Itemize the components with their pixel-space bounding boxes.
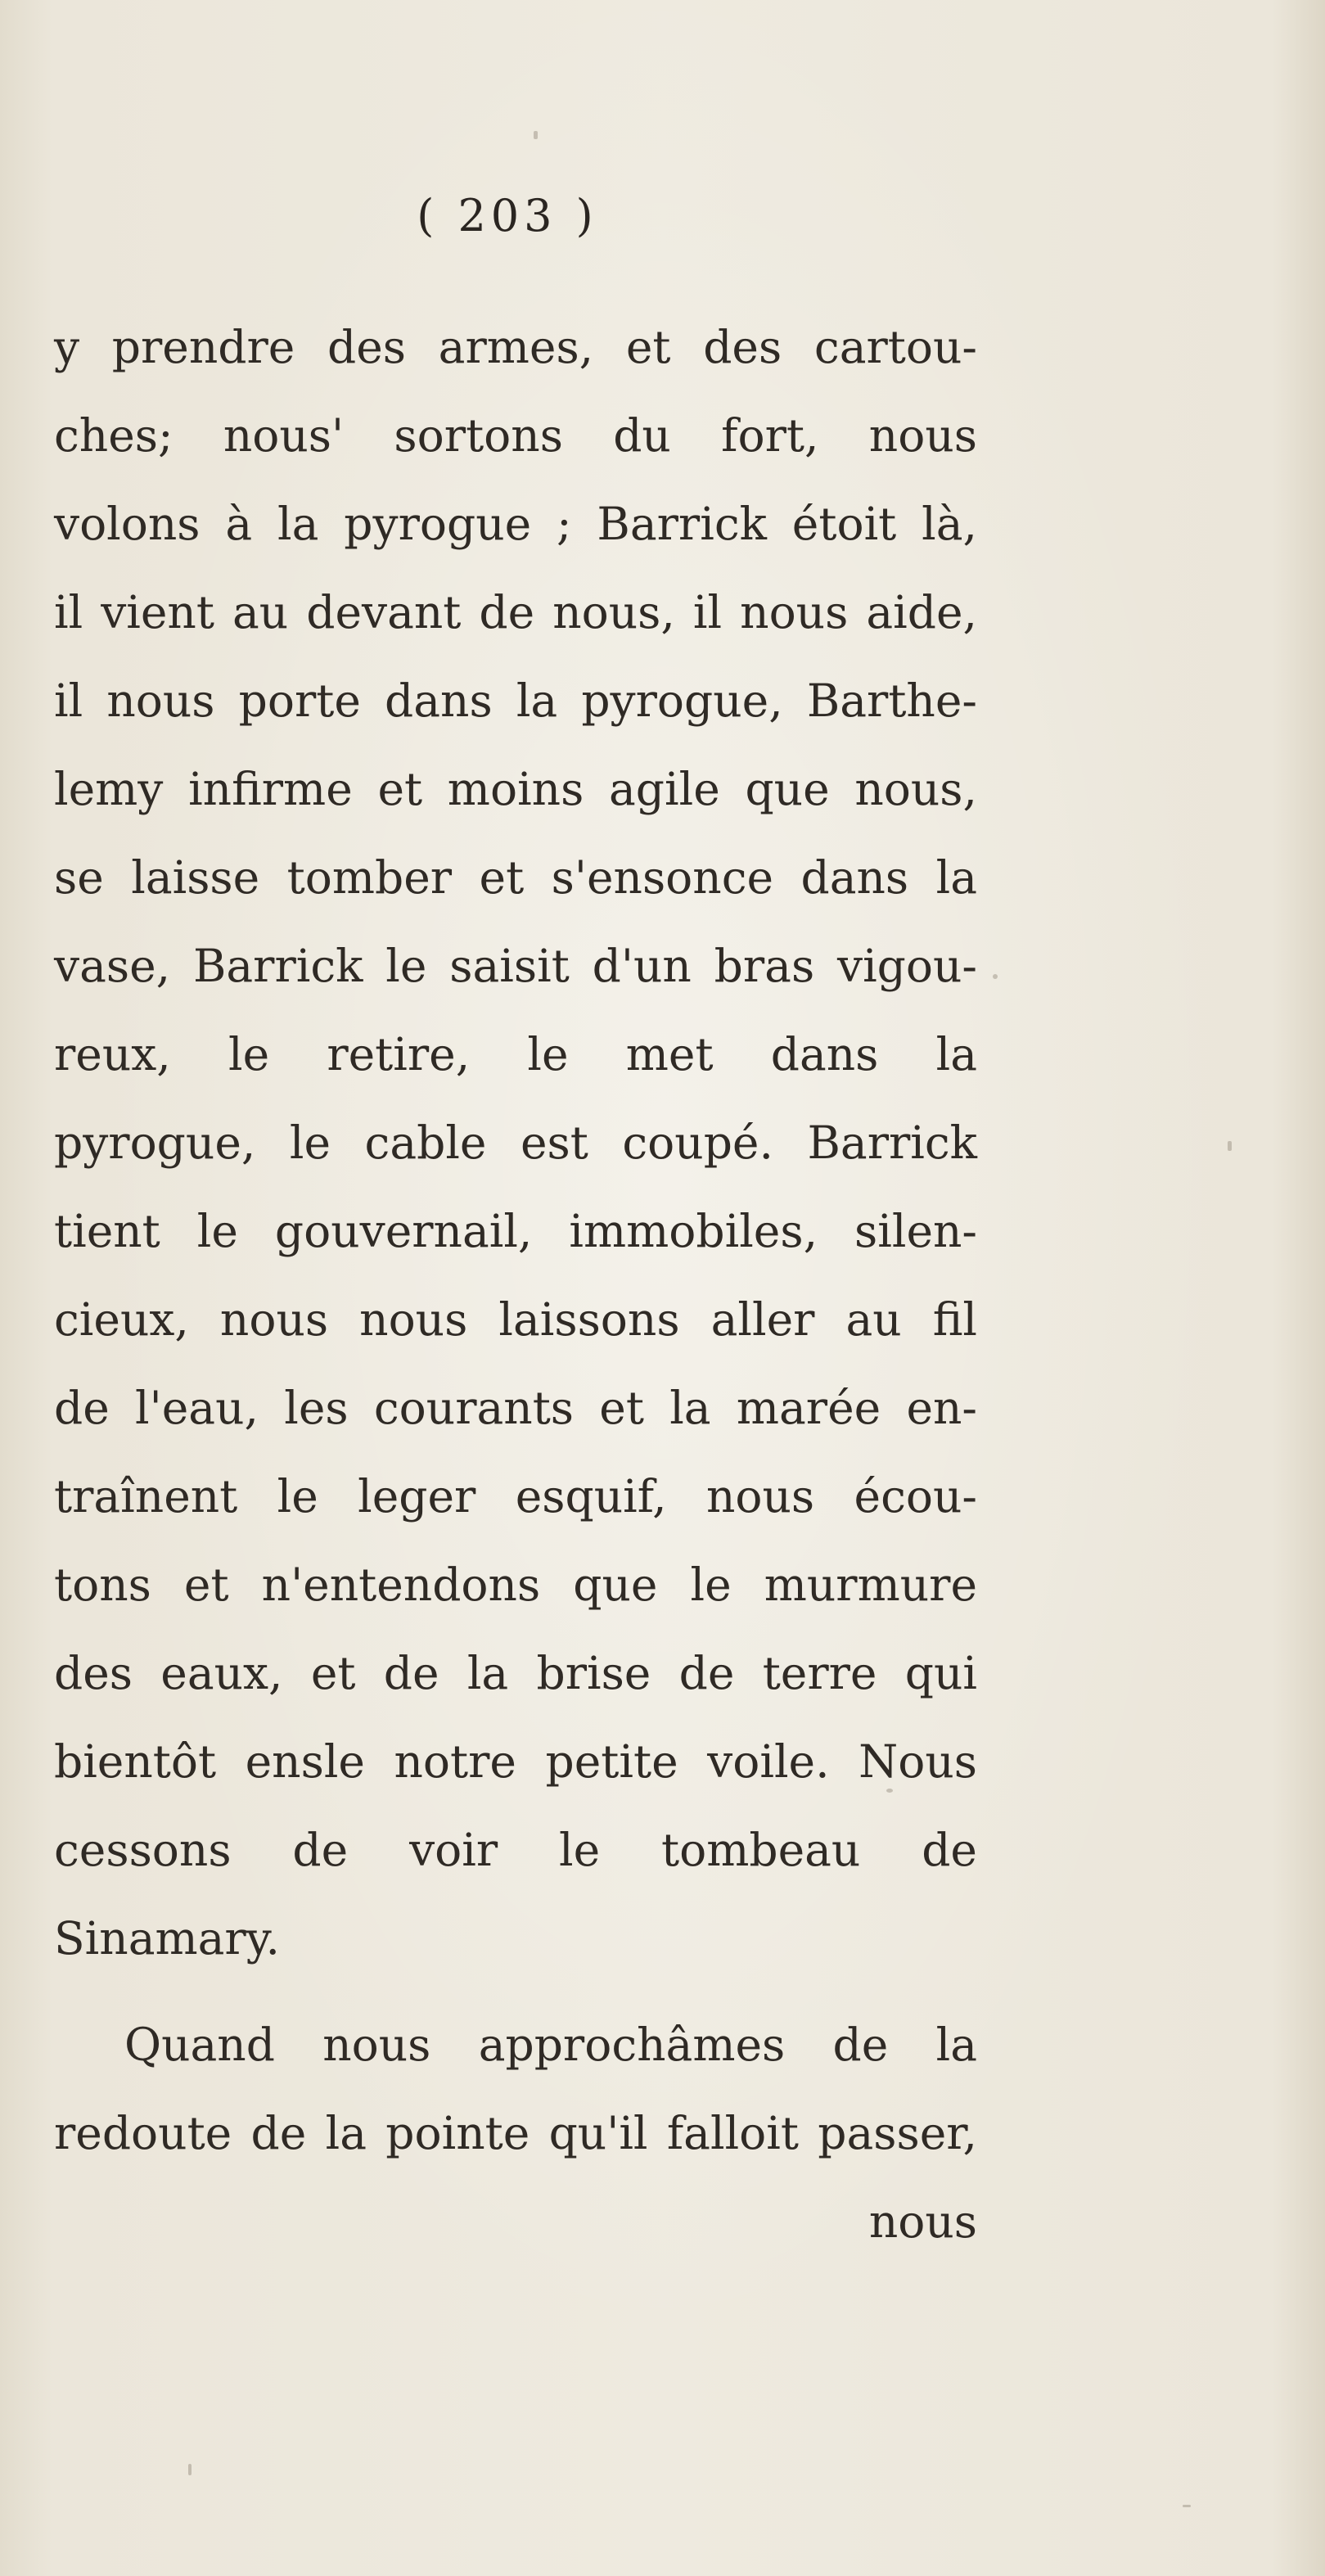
text-line: reux, le retire, le met dans la	[54, 1028, 977, 1080]
text-line: redoute de la pointe qu'il falloit passer,	[54, 2107, 977, 2159]
text-line: des eaux, et de la brise de terre qui	[54, 1647, 977, 1699]
text-line: ches; nous' sortons du fort, nous	[54, 409, 977, 462]
paper-speck	[993, 974, 998, 979]
body-text	[54, 303, 977, 2266]
text-line: vase, Barrick le saisit d'un bras vigou-	[54, 940, 977, 992]
paper-speck	[188, 2464, 192, 2475]
text-line: cessons de voir le tombeau de	[54, 1824, 977, 1876]
paper-speck	[886, 1789, 893, 1793]
text-line: traînent le leger esquif, nous écou-	[54, 1470, 977, 1523]
text-line: pyrogue, le cable est coupé. Barrick	[54, 1117, 977, 1169]
text-line: cieux, nous nous laissons aller au fil	[54, 1293, 977, 1346]
text-line: de l'eau, les courants et la marée en-	[54, 1382, 977, 1434]
paper-speck	[1228, 1141, 1232, 1151]
text-line: se laisse tomber et s'ensonce dans la	[54, 851, 977, 904]
text-line: tons et n'entendons que le murmure	[54, 1559, 977, 1611]
page-number: ( 203 )	[417, 190, 598, 241]
paper-speck	[1183, 2505, 1191, 2507]
paper-speck	[534, 131, 538, 139]
catchword: nous	[868, 2195, 977, 2248]
text-line: volons à la pyrogue ; Barrick étoit là,	[54, 498, 977, 550]
text-line: y prendre des armes, et des cartou-	[54, 321, 977, 373]
text-line: Quand nous approchâmes de la	[124, 2019, 977, 2071]
text-line: Sinamary.	[54, 1912, 280, 1965]
text-line: tient le gouvernail, immobiles, silen-	[54, 1205, 977, 1257]
text-line: lemy infirme et moins agile que nous,	[54, 763, 977, 815]
text-line: bientôt ensle notre petite voile. Nous	[54, 1735, 977, 1788]
text-line: il nous porte dans la pyrogue, Barthe-	[54, 674, 977, 727]
text-line: il vient au devant de nous, il nous aide,	[54, 586, 977, 638]
